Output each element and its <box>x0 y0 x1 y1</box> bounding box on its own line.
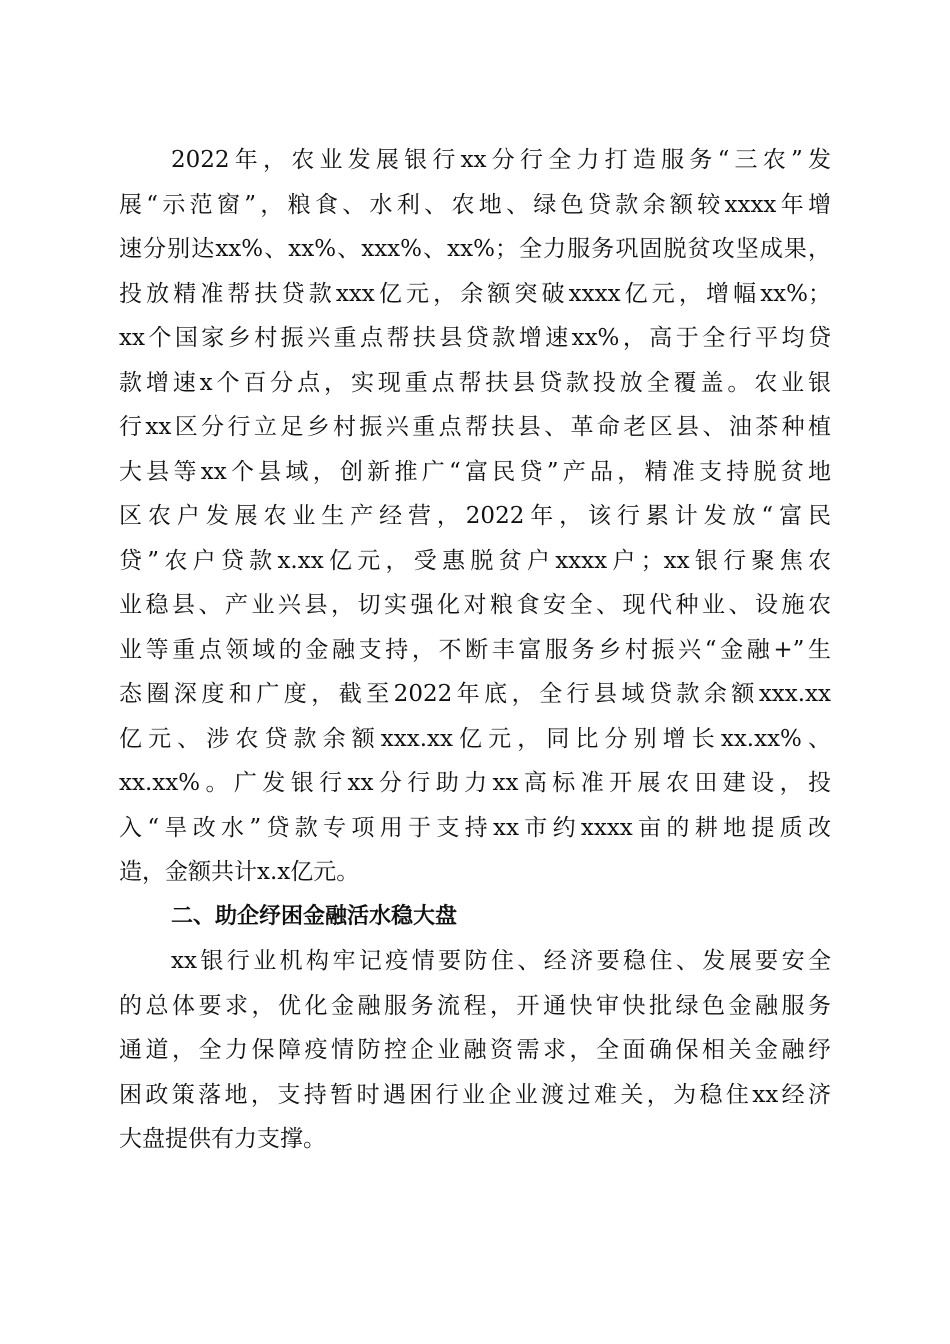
paragraph-2 <box>119 939 831 1162</box>
paragraph-line: xx个国家乡村振兴重点帮扶县贷款增速xx%，高于全行平均贷 <box>119 325 831 351</box>
paragraph-line: 大盘提供有力支撑。 <box>119 1126 326 1152</box>
section-heading: 二、助企纾困金融活水稳大盘 <box>171 903 458 929</box>
document-body <box>119 138 831 1162</box>
paragraph-line: 2022年，农业发展银行xx分行全力打造服务“三农”发 <box>171 147 831 173</box>
paragraph-line: 入“旱改水”贷款专项用于支持xx市约xxxx亩的耕地提质改 <box>119 814 831 841</box>
paragraph-line: 贷”农户贷款x.xx亿元，受惠脱贫户xxxx户；xx银行聚焦农 <box>119 547 831 574</box>
paragraph-line: 亿元、涉农贷款余额xxx.xx亿元，同比分别增长xx.xx%、 <box>119 725 831 752</box>
paragraph-line: 投放精准帮扶贷款xxx亿元，余额突破xxxx亿元，增幅xx%； <box>119 280 831 307</box>
paragraph-1 <box>119 138 831 895</box>
paragraph-line: 行xx区分行立足乡村振兴重点帮扶县、革命老区县、油茶种植 <box>119 414 831 440</box>
paragraph-line: 大县等xx个县域，创新推广“富民贷”产品，精准支持脱贫地 <box>119 458 831 485</box>
paragraph-line: 业稳县、产业兴县，切实强化对粮食安全、现代种业、设施农 <box>119 592 831 618</box>
paragraph-line: xx.xx%。广发银行xx分行助力xx高标准开展农田建设，投 <box>119 770 831 796</box>
paragraph-line: 款增速x个百分点，实现重点帮扶县贷款投放全覆盖。农业银 <box>119 369 831 396</box>
paragraph-line: 业等重点领域的金融支持，不断丰富服务乡村振兴“金融+”生 <box>119 636 831 663</box>
paragraph-line: 的总体要求，优化金融服务流程，开通快审快批绿色金融服务 <box>119 992 831 1019</box>
paragraph-line: 造，金额共计x.x亿元。 <box>119 859 360 885</box>
paragraph-line: 态圈深度和广度，截至2022年底，全行县域贷款余额xxx.xx <box>119 681 831 707</box>
paragraph-line: 困政策落地，支持暂时遇困行业企业渡过难关，为稳住xx经济 <box>119 1081 831 1108</box>
paragraph-line: 区农户发展农业生产经营，2022年，该行累计发放“富民 <box>119 503 831 529</box>
paragraph-line: 速分别达xx%、xx%、xxx%、xx%；全力服务巩固脱贫攻坚成果， <box>119 236 831 262</box>
paragraph-line: 展“示范窗”，粮食、水利、农地、绿色贷款余额较xxxx年增 <box>119 191 831 218</box>
paragraph-line: 通道，全力保障疫情防控企业融资需求，全面确保相关金融纾 <box>119 1037 831 1063</box>
paragraph-line: xx银行业机构牢记疫情要防住、经济要稳住、发展要安全 <box>171 948 831 974</box>
